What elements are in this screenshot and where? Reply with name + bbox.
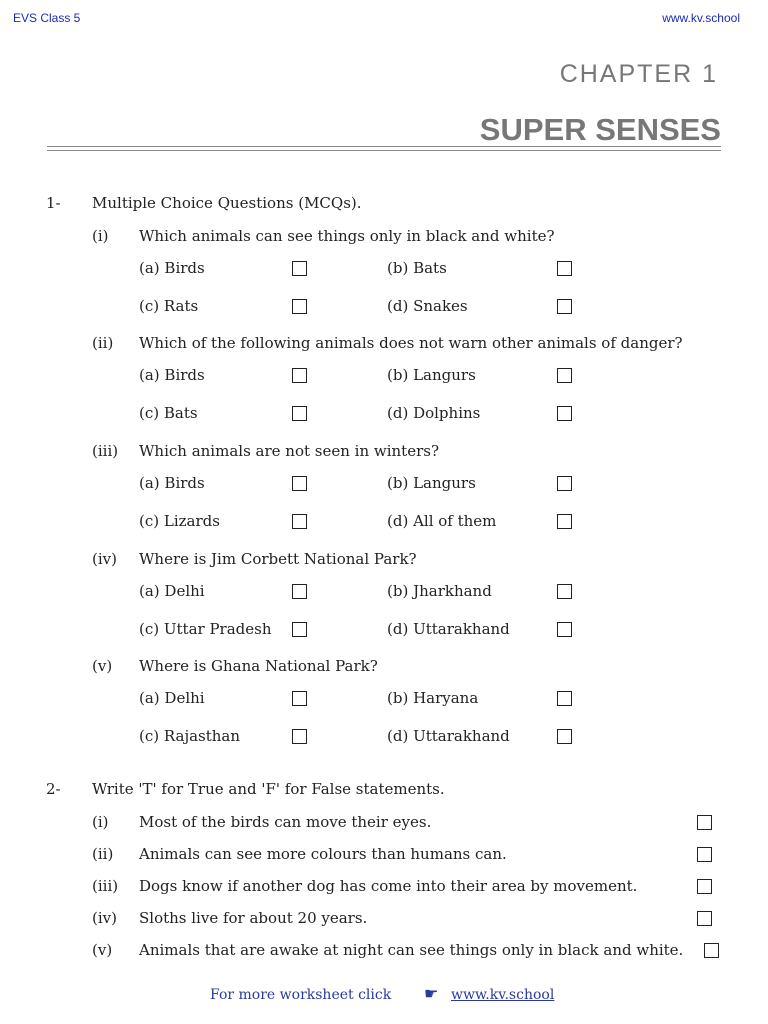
option-checkbox[interactable] <box>292 299 307 314</box>
footer-text: For more worksheet click <box>210 987 392 1003</box>
statement-number: (v) <box>92 941 113 959</box>
section1-number: 1- <box>46 194 61 212</box>
option-label: (b) Langurs <box>387 366 476 384</box>
option-checkbox[interactable] <box>292 476 307 491</box>
option-checkbox[interactable] <box>292 584 307 599</box>
section2-number: 2- <box>46 780 61 798</box>
question-text: Where is Jim Corbett National Park? <box>139 550 417 568</box>
option-checkbox[interactable] <box>557 584 572 599</box>
option-label: (b) Langurs <box>387 474 476 492</box>
statement-number: (iii) <box>92 877 119 895</box>
option-label: (b) Jharkhand <box>387 582 492 600</box>
option-label: (a) Birds <box>139 474 205 492</box>
option-label: (d) Uttarakhand <box>387 620 510 638</box>
option-checkbox[interactable] <box>292 406 307 421</box>
question-number: (iii) <box>92 442 119 460</box>
option-checkbox[interactable] <box>292 691 307 706</box>
option-label: (a) Delhi <box>139 582 205 600</box>
option-label: (c) Bats <box>139 404 198 422</box>
statement-number: (ii) <box>92 845 114 863</box>
option-checkbox[interactable] <box>292 729 307 744</box>
option-checkbox[interactable] <box>557 261 572 276</box>
option-label: (d) Uttarakhand <box>387 727 510 745</box>
statement-text: Dogs know if another dog has come into their area by movement. <box>139 877 638 895</box>
option-checkbox[interactable] <box>557 622 572 637</box>
chapter-title: SUPER SENSES <box>479 112 721 147</box>
title-divider-top <box>47 146 721 147</box>
pointing-hand-icon: ☛ <box>424 984 439 1003</box>
option-checkbox[interactable] <box>557 514 572 529</box>
question-text: Which animals can see things only in black and white? <box>139 227 555 245</box>
option-label: (a) Birds <box>139 259 205 277</box>
question-number: (i) <box>92 227 109 245</box>
statement-number: (i) <box>92 813 109 831</box>
option-checkbox[interactable] <box>557 299 572 314</box>
option-label: (c) Rajasthan <box>139 727 241 745</box>
option-checkbox[interactable] <box>557 406 572 421</box>
option-label: (a) Delhi <box>139 689 205 707</box>
true-false-checkbox[interactable] <box>697 815 712 830</box>
question-text: Where is Ghana National Park? <box>139 657 378 675</box>
option-label: (b) Haryana <box>387 689 479 707</box>
title-divider-bottom <box>47 150 721 151</box>
option-label: (d) Dolphins <box>387 404 481 422</box>
question-text: Which animals are not seen in winters? <box>139 442 439 460</box>
statement-number: (iv) <box>92 909 117 927</box>
option-label: (d) Snakes <box>387 297 468 315</box>
statement-text: Animals that are awake at night can see things only in black and white. <box>139 941 684 959</box>
option-label: (a) Birds <box>139 366 205 384</box>
question-text: Which of the following animals does not warn other animals of danger? <box>139 334 683 352</box>
option-checkbox[interactable] <box>557 691 572 706</box>
true-false-checkbox[interactable] <box>697 911 712 926</box>
option-label: (c) Uttar Pradesh <box>139 620 272 638</box>
true-false-checkbox[interactable] <box>697 847 712 862</box>
statement-text: Most of the birds can move their eyes. <box>139 813 432 831</box>
statement-text: Animals can see more colours than humans can. <box>139 845 507 863</box>
option-checkbox[interactable] <box>557 729 572 744</box>
true-false-checkbox[interactable] <box>697 879 712 894</box>
option-checkbox[interactable] <box>292 261 307 276</box>
option-checkbox[interactable] <box>557 476 572 491</box>
question-number: (iv) <box>92 550 117 568</box>
true-false-checkbox[interactable] <box>704 943 719 958</box>
option-checkbox[interactable] <box>292 514 307 529</box>
statement-text: Sloths live for about 20 years. <box>139 909 368 927</box>
option-label: (b) Bats <box>387 259 447 277</box>
header-website[interactable]: www.kv.school <box>662 11 740 25</box>
option-checkbox[interactable] <box>557 368 572 383</box>
section1-heading: Multiple Choice Questions (MCQs). <box>92 194 362 212</box>
header-left: EVS Class 5 <box>13 11 81 25</box>
chapter-label: CHAPTER 1 <box>559 60 718 88</box>
question-number: (v) <box>92 657 113 675</box>
option-label: (d) All of them <box>387 512 497 530</box>
option-label: (c) Rats <box>139 297 199 315</box>
option-checkbox[interactable] <box>292 622 307 637</box>
section2-heading: Write 'T' for True and 'F' for False statements. <box>92 780 445 798</box>
question-number: (ii) <box>92 334 114 352</box>
footer-link[interactable]: www.kv.school <box>451 987 555 1003</box>
option-label: (c) Lizards <box>139 512 220 530</box>
option-checkbox[interactable] <box>292 368 307 383</box>
